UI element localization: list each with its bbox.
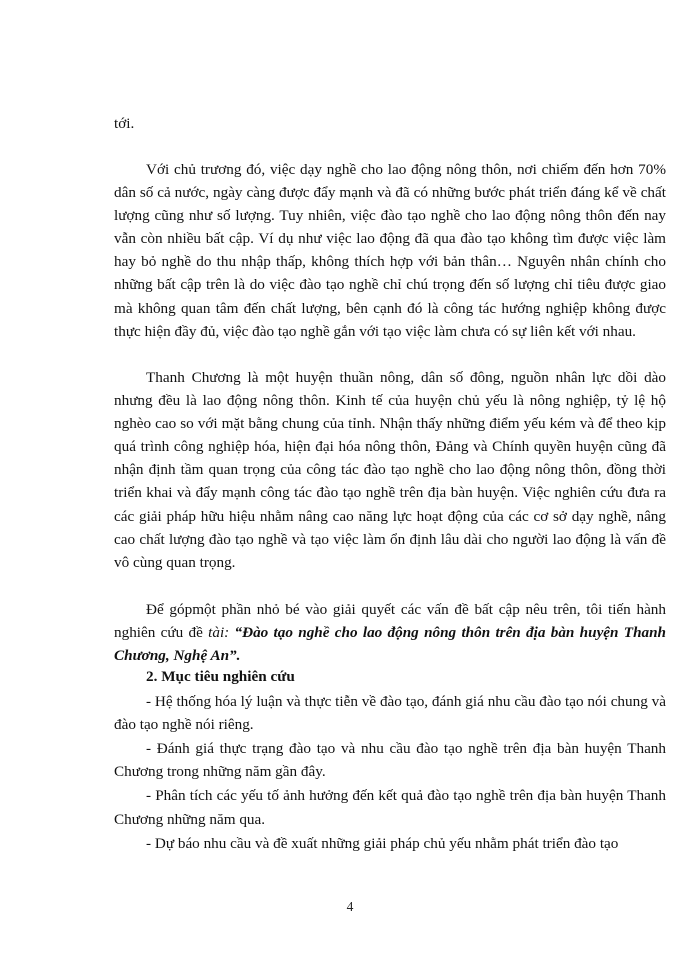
paragraph-block-3 xyxy=(114,598,666,667)
thesis-title: “Đào tạo nghề cho lao động nông thôn trên địa bàn huyện Thanh Chương, Nghệ An” xyxy=(114,624,666,665)
paragraph-2: Thanh Chương là một huyện thuần nông, dân số đông, nguồn nhân lực dồi dào nhưng đều là lao động nông thôn. Kinh tế của huyện chủ yếu là nông nghiệp, tỷ lệ hộ nghèo cao so với mặt bằng chung của tỉnh. Nhận thấy những điểm yếu kém và để theo kịp quá trình công nghiệp hóa, hiện đại hóa nông thôn, Đảng và Chính quyền huyện cũng đã nhận định tầm quan trọng của công tác đào tạo nghề cho lao động nông thôn, đồng thời triển khai và đẩy mạnh công tác đào tạo nghề trên địa bàn huyện. Việc nghiên cứu đưa ra các giải pháp hữu hiệu nhằm nâng cao năng lực hoạt động của các cơ sở dạy nghề, nâng cao chất lượng đào tạo nghề và tạo việc làm ổn định lâu dài cho người lao động là vấn đề vô cùng quan trọng. xyxy=(114,369,666,571)
page-number: 4 xyxy=(346,899,354,914)
paragraph-1: Với chủ trương đó, việc dạy nghề cho lao động nông thôn, nơi chiếm đến hơn 70% dân số cả nước, ngày càng được đẩy mạnh và đã có những bước phát triển đáng kể về chất lượng cũng như số lượng. Tuy nhiên, việc đào tạo nghề cho lao động nông thôn đến nay vẫn còn nhiều bất cập. Ví dụ như việc lao động đã qua đào tạo không tìm được việc làm hay bỏ nghề do thu nhập thấp, không thích hợp với bản thân… Nguyên nhân chính cho những bất cập trên là do việc đào tạo nghề chỉ chú trọng đến số lượng chỉ tiêu được giao mà không quan tâm đến chất lượng, bên cạnh đó là công tác hướng nghiệp không được thực hiện đầy đủ, việc đào tạo nghề gắn với tạo việc làm chưa có sự liên kết với nhau. xyxy=(114,161,666,340)
objective-item-1: - Hệ thống hóa lý luận và thực tiễn về đào tạo, đánh giá nhu cầu đào tạo nói chung và đào tạo nghề nói riêng. xyxy=(114,693,666,734)
paragraph-3-end: . xyxy=(236,647,241,665)
paragraph-3-intro: Để gópmột phần nhỏ bé vào giải quyết các vấn đề bất cập nêu trên, tôi tiến hành nghiên cứu đề xyxy=(114,601,666,642)
paragraph-block-1 xyxy=(114,158,666,343)
paragraph-block-2 xyxy=(114,366,666,574)
section-heading: 2. Mục tiêu nghiên cứu xyxy=(146,668,295,685)
objective-item-3: - Phân tích các yếu tố ảnh hưởng đến kết quả đào tạo nghề trên địa bàn huyện Thanh Chương những năm qua. xyxy=(114,787,666,828)
paragraph-3-tai: tài: xyxy=(208,624,235,642)
objectives-section xyxy=(114,665,666,855)
objective-item-4: - Dự báo nhu cầu và đề xuất những giải pháp chủ yếu nhằm phát triển đào tạo xyxy=(146,834,619,852)
paragraph-3 xyxy=(114,598,666,667)
objective-item-2: - Đánh giá thực trạng đào tạo và nhu cầu đào tạo nghề trên địa bàn huyện Thanh Chương trong những năm gần đây. xyxy=(114,740,666,781)
paragraph-continuation: tới. xyxy=(114,115,135,132)
continuation-text xyxy=(114,112,666,135)
